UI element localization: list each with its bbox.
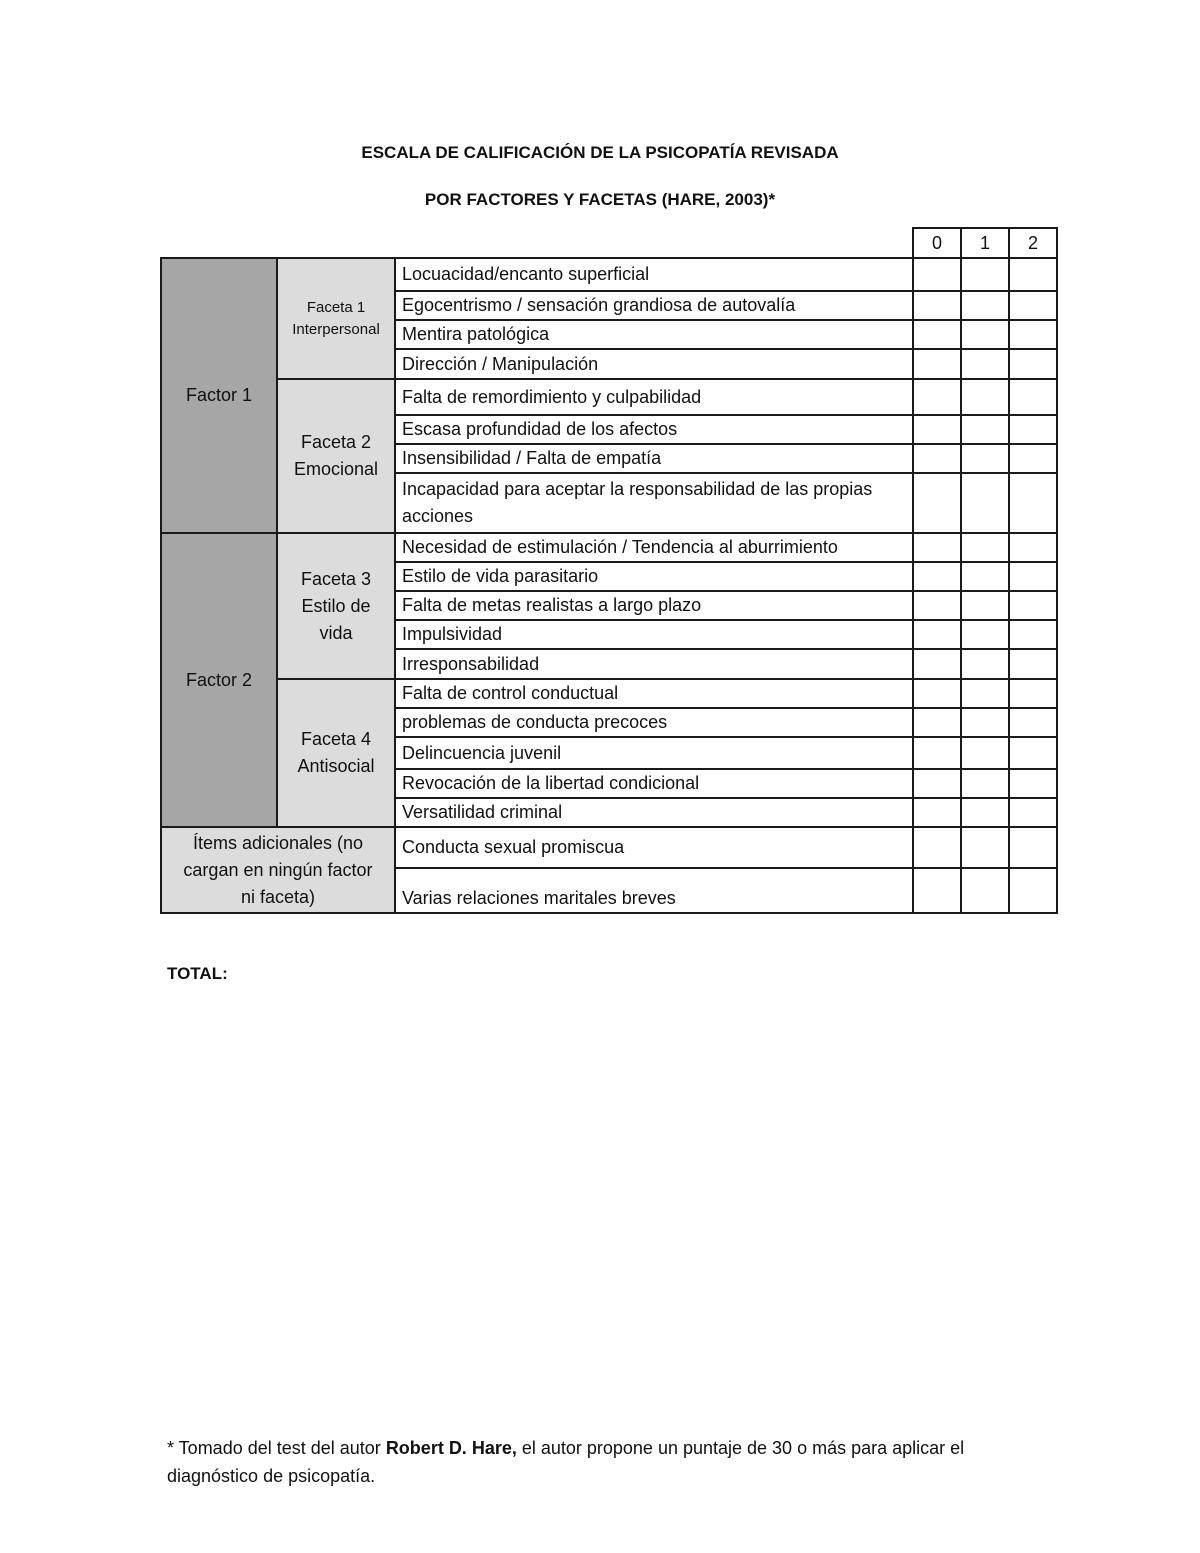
total-label: TOTAL: xyxy=(167,964,228,983)
score-box-2[interactable] xyxy=(1009,415,1057,444)
score-box-1[interactable] xyxy=(961,868,1009,913)
psychopathy-scale-table xyxy=(160,227,1058,914)
score-box-1[interactable] xyxy=(961,827,1009,868)
factor-2-label: Factor 2 xyxy=(161,533,277,827)
item-label: Egocentrismo / sensación grandiosa de autovalía xyxy=(395,291,913,320)
score-box-2[interactable] xyxy=(1009,708,1057,737)
score-box-0[interactable] xyxy=(913,291,961,320)
header-row xyxy=(161,228,1057,258)
factor-1-label: Factor 1 xyxy=(161,258,277,533)
facet-3-label: Faceta 3 Estilo de vida xyxy=(277,533,395,679)
score-box-1[interactable] xyxy=(961,444,1009,473)
item-label: Conducta sexual promiscua xyxy=(395,827,913,868)
item-label: Varias relaciones maritales breves xyxy=(395,868,913,913)
score-box-0[interactable] xyxy=(913,379,961,415)
score-box-0[interactable] xyxy=(913,868,961,913)
additional-items-label: Ítems adicionales (no cargan en ningún factor ni faceta) xyxy=(161,827,395,913)
score-box-2[interactable] xyxy=(1009,444,1057,473)
facet-1-label: Faceta 1 Interpersonal xyxy=(277,258,395,379)
score-box-0[interactable] xyxy=(913,679,961,708)
score-header-1: 1 xyxy=(961,228,1009,258)
score-box-0[interactable] xyxy=(913,708,961,737)
item-label: Dirección / Manipulación xyxy=(395,349,913,379)
item-label: problemas de conducta precoces xyxy=(395,708,913,737)
score-box-0[interactable] xyxy=(913,798,961,827)
score-box-0[interactable] xyxy=(913,591,961,620)
score-box-1[interactable] xyxy=(961,708,1009,737)
score-box-0[interactable] xyxy=(913,533,961,562)
item-label: Estilo de vida parasitario xyxy=(395,562,913,591)
score-box-1[interactable] xyxy=(961,291,1009,320)
item-label: Falta de remordimiento y culpabilidad xyxy=(395,379,913,415)
score-box-0[interactable] xyxy=(913,620,961,649)
score-box-2[interactable] xyxy=(1009,827,1057,868)
score-header-0: 0 xyxy=(913,228,961,258)
item-label: Revocación de la libertad condicional xyxy=(395,769,913,798)
score-box-0[interactable] xyxy=(913,415,961,444)
score-box-1[interactable] xyxy=(961,320,1009,349)
score-box-2[interactable] xyxy=(1009,349,1057,379)
score-box-0[interactable] xyxy=(913,769,961,798)
item-label: Necesidad de estimulación / Tendencia al aburrimiento xyxy=(395,533,913,562)
score-box-2[interactable] xyxy=(1009,258,1057,291)
score-box-1[interactable] xyxy=(961,562,1009,591)
score-header-2: 2 xyxy=(1009,228,1057,258)
score-box-2[interactable] xyxy=(1009,620,1057,649)
score-box-2[interactable] xyxy=(1009,379,1057,415)
score-box-2[interactable] xyxy=(1009,562,1057,591)
score-box-0[interactable] xyxy=(913,473,961,533)
score-box-0[interactable] xyxy=(913,444,961,473)
score-box-1[interactable] xyxy=(961,473,1009,533)
score-box-1[interactable] xyxy=(961,533,1009,562)
score-box-2[interactable] xyxy=(1009,798,1057,827)
score-box-2[interactable] xyxy=(1009,737,1057,769)
score-box-1[interactable] xyxy=(961,258,1009,291)
footnote-author: Robert D. Hare, xyxy=(385,1438,517,1458)
score-box-2[interactable] xyxy=(1009,769,1057,798)
score-box-1[interactable] xyxy=(961,620,1009,649)
document-title: ESCALA DE CALIFICACIÓN DE LA PSICOPATÍA REVISADA xyxy=(361,143,839,162)
score-box-1[interactable] xyxy=(961,379,1009,415)
score-box-0[interactable] xyxy=(913,827,961,868)
score-box-2[interactable] xyxy=(1009,473,1057,533)
score-box-1[interactable] xyxy=(961,415,1009,444)
table-row xyxy=(161,533,1057,562)
score-box-2[interactable] xyxy=(1009,320,1057,349)
footnote-text-end: el autor propone un puntaje de 30 o más para aplicar el diagnóstico de psicopatía. xyxy=(167,1438,965,1486)
table-row xyxy=(161,827,1057,868)
item-label: Locuacidad/encanto superficial xyxy=(395,258,913,291)
item-label: Escasa profundidad de los afectos xyxy=(395,415,913,444)
score-box-2[interactable] xyxy=(1009,679,1057,708)
table-row xyxy=(161,258,1057,291)
item-label: Falta de control conductual xyxy=(395,679,913,708)
score-box-2[interactable] xyxy=(1009,591,1057,620)
score-box-2[interactable] xyxy=(1009,868,1057,913)
item-label: Mentira patológica xyxy=(395,320,913,349)
score-box-1[interactable] xyxy=(961,649,1009,679)
item-label: Incapacidad para aceptar la responsabilidad de las propias acciones xyxy=(395,473,913,533)
score-box-1[interactable] xyxy=(961,769,1009,798)
score-box-0[interactable] xyxy=(913,349,961,379)
facet-2-label: Faceta 2 Emocional xyxy=(277,379,395,533)
item-label: Versatilidad criminal xyxy=(395,798,913,827)
score-box-1[interactable] xyxy=(961,798,1009,827)
score-box-2[interactable] xyxy=(1009,533,1057,562)
item-label: Irresponsabilidad xyxy=(395,649,913,679)
score-box-0[interactable] xyxy=(913,649,961,679)
score-box-0[interactable] xyxy=(913,320,961,349)
item-label: Falta de metas realistas a largo plazo xyxy=(395,591,913,620)
item-label: Insensibilidad / Falta de empatía xyxy=(395,444,913,473)
footnote-text-start: * Tomado del test del autor xyxy=(167,1438,386,1458)
item-label: Impulsividad xyxy=(395,620,913,649)
score-box-1[interactable] xyxy=(961,349,1009,379)
table-row xyxy=(161,679,1057,708)
footnote xyxy=(167,1434,1047,1490)
score-box-0[interactable] xyxy=(913,737,961,769)
facet-4-label: Faceta 4 Antisocial xyxy=(277,679,395,827)
score-box-0[interactable] xyxy=(913,258,961,291)
score-box-2[interactable] xyxy=(1009,291,1057,320)
table-row xyxy=(161,379,1057,415)
document-subtitle: POR FACTORES Y FACETAS (HARE, 2003)* xyxy=(424,190,776,209)
item-label: Delincuencia juvenil xyxy=(395,737,913,769)
score-box-0[interactable] xyxy=(913,562,961,591)
score-box-1[interactable] xyxy=(961,591,1009,620)
score-box-1[interactable] xyxy=(961,737,1009,769)
score-box-2[interactable] xyxy=(1009,649,1057,679)
score-box-1[interactable] xyxy=(961,679,1009,708)
